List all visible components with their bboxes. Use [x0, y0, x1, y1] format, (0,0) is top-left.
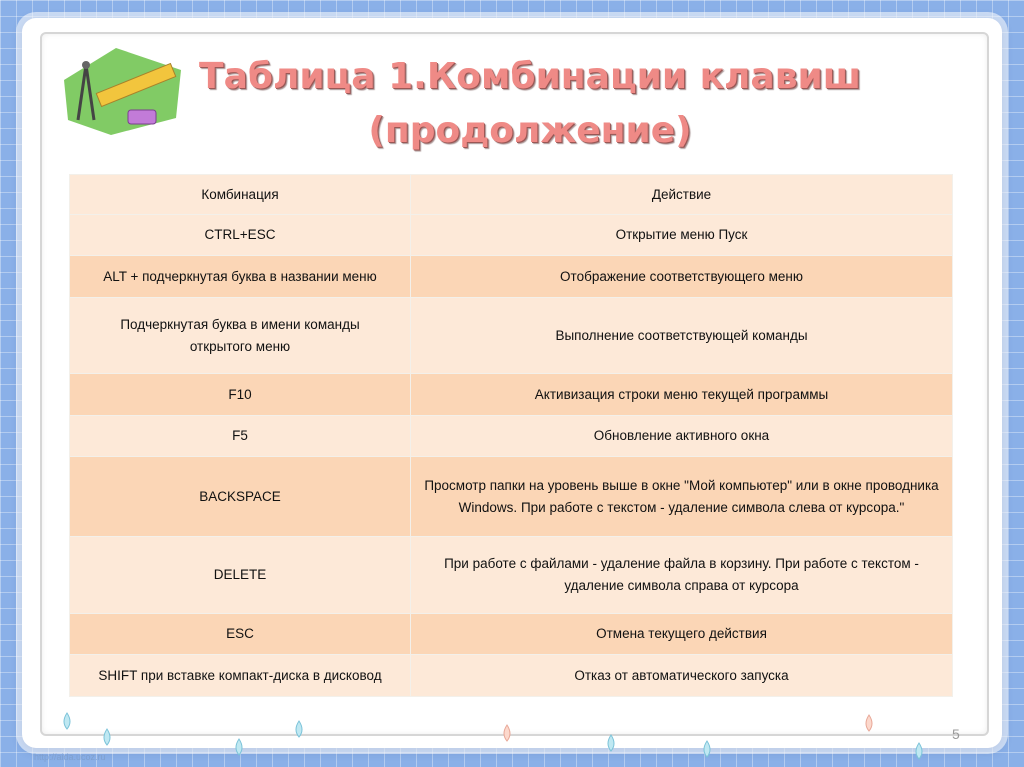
table-row [70, 537, 953, 614]
water-drop-icon [60, 712, 74, 730]
table-row [70, 614, 953, 655]
combo-cell: BACKSPACE [70, 457, 411, 537]
combo-cell: DELETE [70, 537, 411, 614]
table-row [70, 256, 953, 298]
water-drop-icon [604, 734, 618, 752]
action-cell: Отказ от автоматического запуска [411, 655, 953, 697]
key-combinations-table [69, 174, 953, 697]
action-cell: Обновление активного окна [411, 416, 953, 457]
header-combo: Комбинация [70, 175, 411, 215]
action-cell: Просмотр папки на уровень выше в окне "Мой компьютер" или в окне проводника Windows. При работе с текстом - удаление символа слева от курсора." [411, 457, 953, 537]
action-cell: При работе с файлами - удаление файла в корзину. При работе с текстом - удаление символа справа от курсора [411, 537, 953, 614]
school-supplies-icon [56, 40, 186, 140]
water-drop-icon [500, 724, 514, 742]
action-cell: Активизация строки меню текущей программы [411, 374, 953, 416]
table-row [70, 457, 953, 537]
table-row [70, 215, 953, 256]
page-number: 5 [952, 726, 960, 742]
action-cell: Выполнение соответствующей команды [411, 298, 953, 374]
table-row [70, 416, 953, 457]
combo-cell: F10 [70, 374, 411, 416]
water-drop-icon [292, 720, 306, 738]
table-row [70, 374, 953, 416]
combo-cell: Подчеркнутая буква в имени команды открытого меню [70, 298, 411, 374]
footer-url: http://aida.ucoz.ru [34, 752, 106, 762]
combo-cell: SHIFT при вставке компакт-диска в дисковод [70, 655, 411, 697]
table-row [70, 655, 953, 697]
page-title [180, 50, 880, 158]
action-cell: Открытие меню Пуск [411, 215, 953, 256]
title-line-2: (продолжение) [368, 110, 692, 151]
combo-cell: F5 [70, 416, 411, 457]
action-cell: Отмена текущего действия [411, 614, 953, 655]
combo-cell: ALT + подчеркнутая буква в названии меню [70, 256, 411, 298]
water-drop-icon [100, 728, 114, 746]
action-cell: Отображение соответствующего меню [411, 256, 953, 298]
table-header-row [70, 175, 953, 215]
combo-cell: ESC [70, 614, 411, 655]
water-drop-icon [232, 738, 246, 756]
water-drop-icon [862, 714, 876, 732]
water-drop-icon [700, 740, 714, 758]
table-row [70, 298, 953, 374]
title-line-1: Таблица 1.Комбинации клавиш [199, 56, 861, 97]
combo-cell: CTRL+ESC [70, 215, 411, 256]
header-action: Действие [411, 175, 953, 215]
water-drop-icon [912, 742, 926, 760]
